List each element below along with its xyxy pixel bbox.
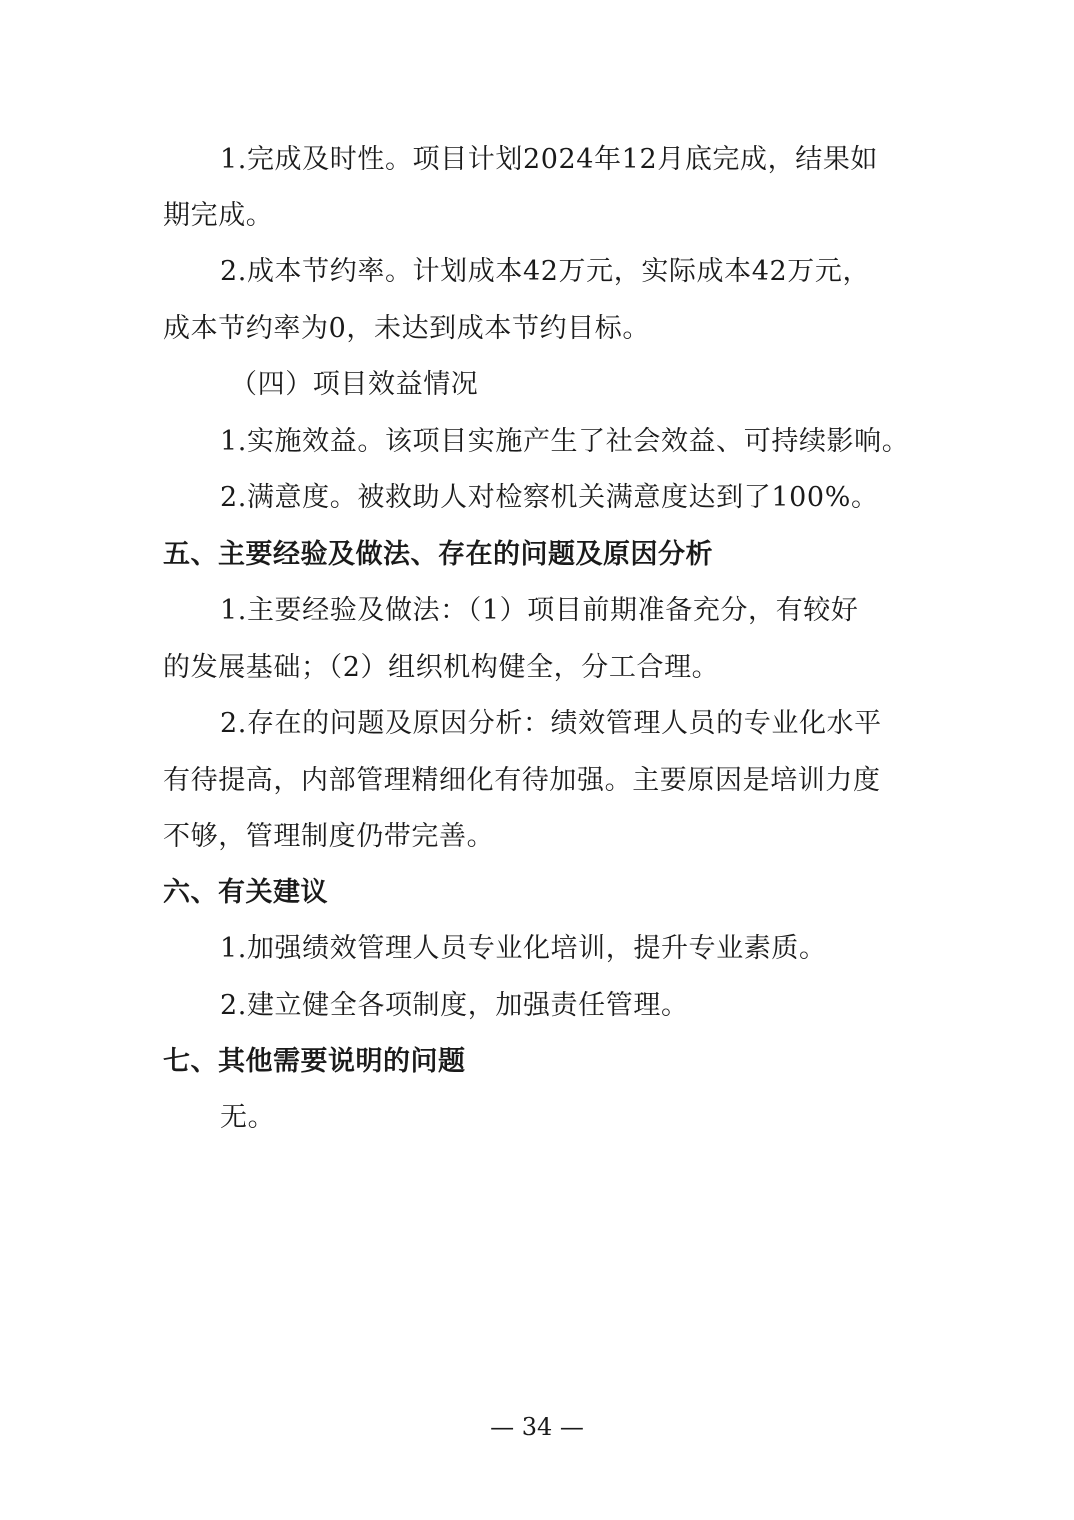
paragraph-line: 2.成本节约率。计划成本42万元，实际成本42万元， [220, 256, 871, 287]
section-heading: 五、主要经验及做法、存在的问题及原因分析 [163, 539, 713, 570]
paragraph-line: 1.实施效益。该项目实施产生了社会效益、可持续影响。 [220, 426, 910, 457]
subsection-heading: （四）项目效益情况 [230, 369, 479, 400]
paragraph-line: 期完成。 [163, 200, 274, 231]
paragraph-line: 1.主要经验及做法：（1）项目前期准备充分，有较好 [220, 595, 859, 626]
page-number: — 34 — [490, 1413, 584, 1441]
paragraph-line: 无。 [220, 1102, 276, 1133]
section-heading: 六、有关建议 [163, 877, 328, 908]
paragraph-line: 2.满意度。被救助人对检察机关满意度达到了100%。 [220, 482, 879, 513]
paragraph-line: 不够，管理制度仍带完善。 [163, 821, 495, 852]
paragraph-line: 1.加强绩效管理人员专业化培训，提升专业素质。 [220, 933, 827, 964]
paragraph-line: 2.存在的问题及原因分析：绩效管理人员的专业化水平 [220, 708, 882, 739]
paragraph-line: 2.建立健全各项制度，加强责任管理。 [220, 990, 689, 1021]
paragraph-line: 有待提高，内部管理精细化有待加强。主要原因是培训力度 [163, 765, 881, 796]
paragraph-line: 1.完成及时性。项目计划2024年12月底完成，结果如 [220, 144, 879, 175]
paragraph-line: 的发展基础；（2）组织机构健全，分工合理。 [163, 652, 720, 683]
paragraph-line: 成本节约率为0，未达到成本节约目标。 [163, 313, 650, 344]
section-heading: 七、其他需要说明的问题 [163, 1046, 466, 1077]
